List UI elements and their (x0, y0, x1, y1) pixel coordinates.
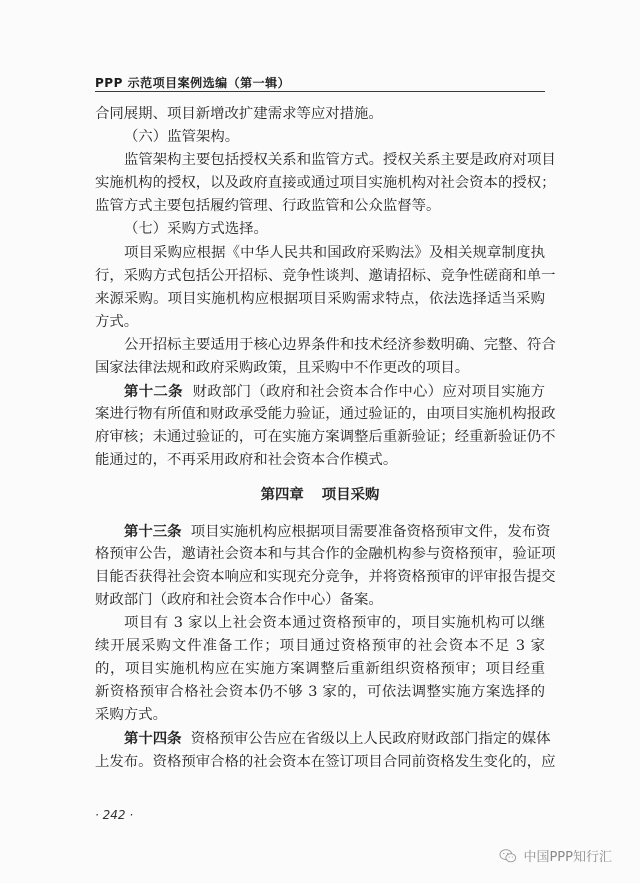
section-heading: （六）监管架构。 (124, 129, 240, 146)
text-span: 资格预审公告应在省级以上人民政府财政部门指定的媒体 (190, 731, 551, 748)
article-label: 第十三条 (124, 522, 182, 540)
wechat-icon (499, 849, 517, 863)
article-13-line (95, 520, 551, 543)
text-line: 采购方式。 (95, 707, 167, 724)
text-line: 格预审公告，邀请社会资本和与其合作的金融机构参与资格预审，验证项 (95, 545, 556, 562)
text-line: 行，采购方式包括公开招标、竞争性谈判、邀请招标、竞争性磋商和单一 (95, 267, 556, 284)
watermark-text: 中国PPP知行汇 (523, 850, 612, 865)
text-line: 方式。 (95, 313, 139, 330)
text-line: 目能否获得社会资本响应和实现充分竞争，并将资格预审的评审报告提交 (95, 568, 556, 585)
article-14-line (95, 727, 551, 750)
article-label: 第十二条 (124, 383, 183, 401)
page-number: · 242 · (95, 808, 134, 822)
section-heading: （七）采购方式选择。 (124, 221, 268, 238)
text-span: 财政部门（政府和社会资本合作中心）应对项目实施方 (192, 384, 545, 401)
text-line: 监管架构主要包括授权关系和监管方式。授权关系主要是政府对项目 (124, 152, 556, 169)
text-line: 项目有 3 家以上社会资本通过资格预审的，项目实施机构可以继 (124, 614, 545, 631)
text-line: 府审核；未通过验证的，可在实施方案调整后重新验证；经重新验证仍不 (95, 429, 556, 446)
chapter-title: 项目采购 (321, 486, 380, 503)
chapter-number: 第四章 (260, 486, 304, 503)
header-rule (95, 91, 545, 92)
document-body (95, 103, 556, 774)
text-line: 合同展期、项目新增改扩建需求等应对措施。 (95, 106, 383, 122)
chapter-heading (95, 484, 545, 507)
text-line: 财政部门（政府和社会资本合作中心）备案。 (95, 591, 383, 608)
text-line: 案进行物有所值和财政承受能力验证，通过验证的，由项目实施机构报政 (95, 406, 556, 423)
text-line: 能通过的，不再采用政府和社会资本合作模式。 (95, 452, 398, 469)
text-line: 新资格预审合格社会资本仍不够 3 家的，可依法调整实施方案选择的 (95, 684, 545, 701)
text-line: 实施机构的授权，以及政府直接或通过项目实施机构对社会资本的授权； (95, 175, 556, 192)
watermark (499, 846, 612, 865)
text-line: 上发布。资格预审合格的社会资本在签订项目合同前资格发生变化的，应 (95, 753, 556, 770)
text-line: 监管方式主要包括履约管理、行政监管和公众监督等。 (95, 198, 441, 215)
text-span: 项目实施机构应根据项目需要准备资格预审文件，发布资 (190, 523, 551, 540)
text-line: 公开招标主要适用于核心边界条件和技术经济参数明确、完整、符合 (124, 336, 556, 353)
text-line: 国家法律法规和政府采购政策，且采购中不作更改的项目。 (95, 360, 470, 377)
text-line: 项目采购应根据《中华人民共和国政府采购法》及相关规章制度执 (124, 244, 545, 261)
text-line: 续开展采购文件准备工作；项目通过资格预审的社会资本不足 3 家 (95, 638, 545, 655)
article-12-line (95, 380, 545, 403)
text-line: 的，项目实施机构应在实施方案调整后重新组织资格预审；项目经重 (95, 661, 545, 678)
text-line: 来源采购。项目实施机构应根据项目采购需求特点，依法选择适当采购 (95, 290, 545, 307)
running-header: PPP 示范项目案例选编（第一辑） (95, 76, 291, 90)
article-label: 第十四条 (124, 730, 182, 748)
